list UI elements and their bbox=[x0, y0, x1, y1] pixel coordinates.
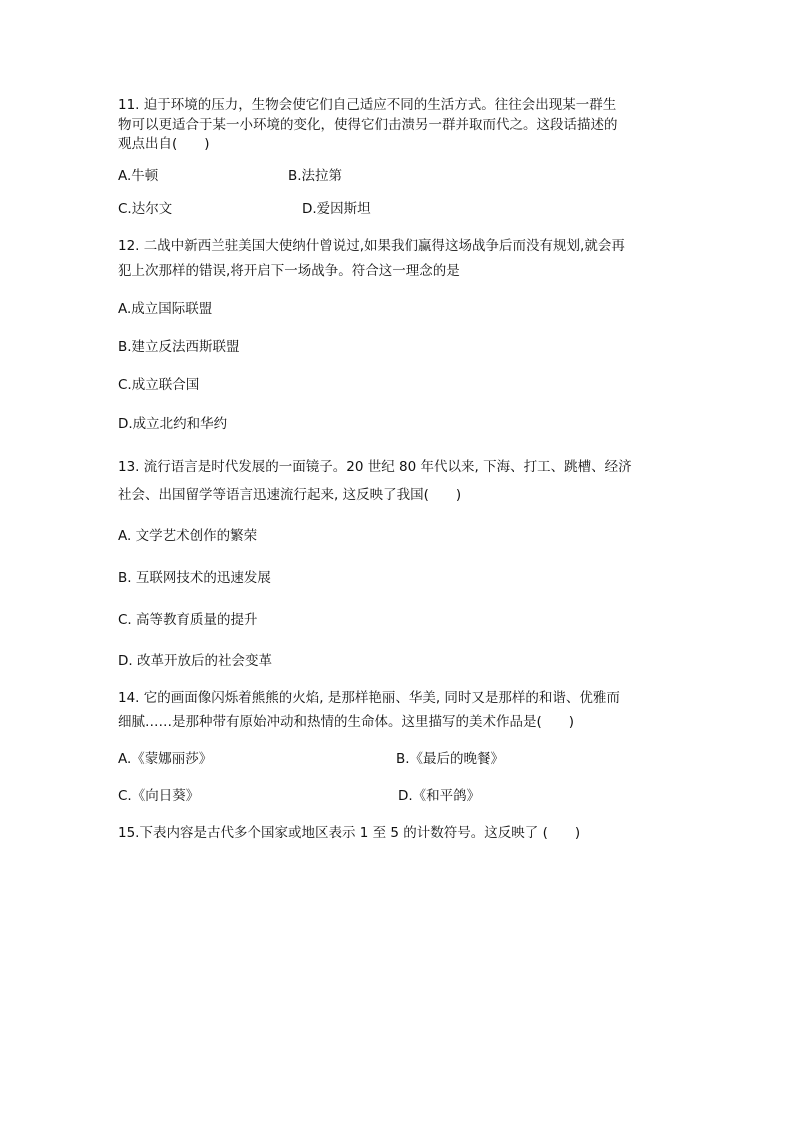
q13-option-a: A. 文学艺术创作的繁荣 bbox=[118, 528, 258, 544]
q14-option-c: C.《向日葵》 bbox=[118, 788, 200, 804]
q11-stem-line-2: 物可以更适合于某一小环境的变化，使得它们击溃另一群并取而代之。这段话描述的 bbox=[118, 117, 618, 133]
q14-stem-line-1: 14. 它的画面像闪烁着熊熊的火焰, 是那样艳丽、华美, 同时又是那样的和谐、优雅而 bbox=[118, 690, 620, 706]
q11-stem-line-1: 11. 迫于环境的压力，生物会使它们自己适应不同的生活方式。往往会出现某一群生 bbox=[118, 97, 617, 113]
q12-option-c: C.成立联合国 bbox=[118, 377, 200, 393]
q12-stem-line-2: 犯上次那样的错误,将开启下一场战争。符合这一理念的是 bbox=[118, 263, 460, 279]
q11-option-c: C.达尔文 bbox=[118, 201, 173, 217]
q13-stem-line-2: 社会、出国留学等语言迅速流行起来, 这反映了我国( ) bbox=[118, 487, 462, 503]
q15-stem-line-1: 15.下表内容是古代多个国家或地区表示 1 至 5 的计数符号。这反映了 ( ) bbox=[118, 825, 581, 841]
q13-stem-line-1: 13. 流行语言是时代发展的一面镜子。20 世纪 80 年代以来, 下海、打工、跳槽、经济 bbox=[118, 459, 632, 475]
q14-option-b: B.《最后的晚餐》 bbox=[396, 751, 505, 767]
q11-option-a: A.牛顿 bbox=[118, 168, 159, 184]
q13-option-b: B. 互联网技术的迅速发展 bbox=[118, 570, 271, 586]
q12-stem-line-1: 12. 二战中新西兰驻美国大使纳什曾说过,如果我们赢得这场战争后而没有规划,就会再 bbox=[118, 238, 625, 254]
q12-option-a: A.成立国际联盟 bbox=[118, 301, 213, 317]
q13-option-c: C. 高等教育质量的提升 bbox=[118, 612, 258, 628]
q12-option-d: D.成立北约和华约 bbox=[118, 416, 228, 432]
q14-option-d: D.《和平鸽》 bbox=[398, 788, 481, 804]
q11-stem-line-3: 观点出自( ) bbox=[118, 136, 210, 152]
q11-option-b: B.法拉第 bbox=[288, 168, 343, 184]
q14-option-a: A.《蒙娜丽莎》 bbox=[118, 751, 213, 767]
q11-option-d: D.爱因斯坦 bbox=[302, 201, 371, 217]
q12-option-b: B.建立反法西斯联盟 bbox=[118, 339, 240, 355]
q13-option-d: D. 改革开放后的社会变革 bbox=[118, 653, 272, 669]
q14-stem-line-2: 细腻……是那种带有原始冲动和热情的生命体。这里描写的美术作品是( ) bbox=[118, 714, 575, 730]
